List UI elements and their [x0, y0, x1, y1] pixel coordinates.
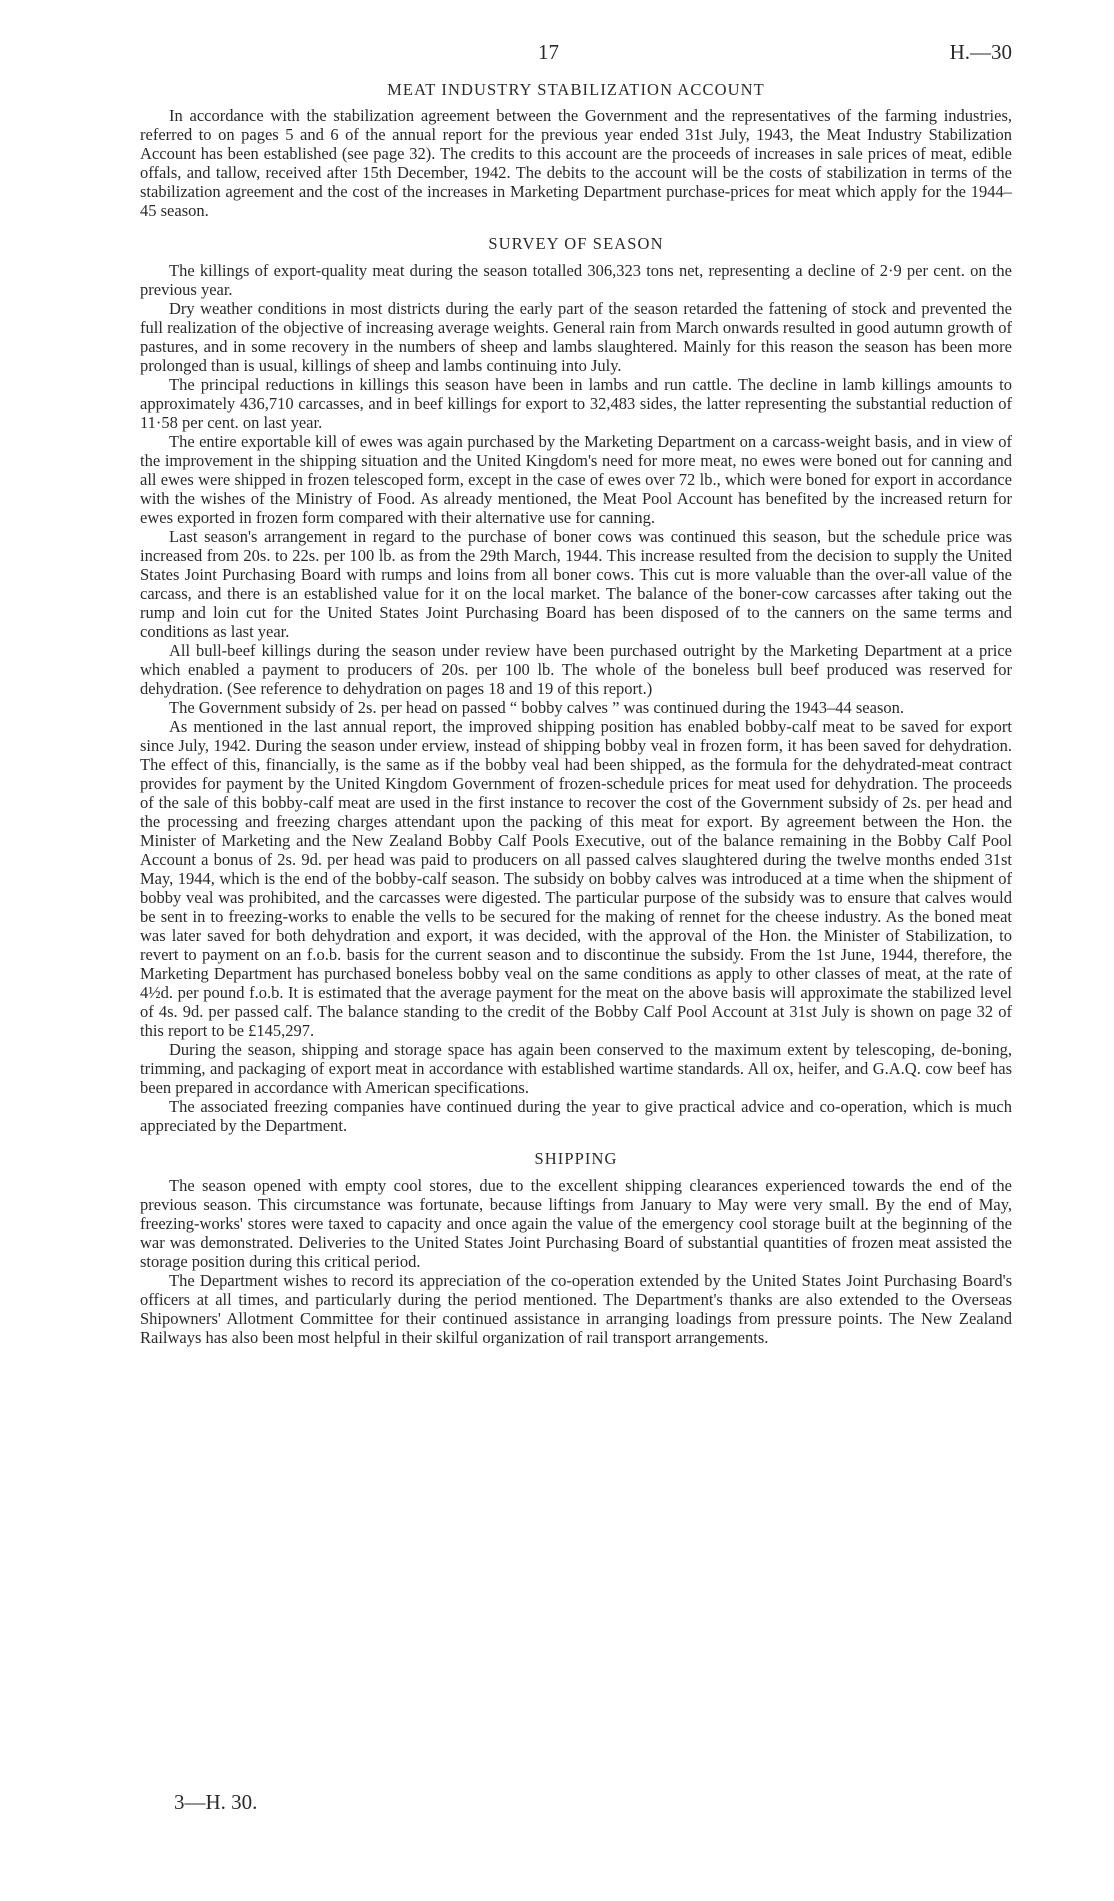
paragraph: The Department wishes to record its appreciation of the co-operation extended by the United States Joint Purchasing Board's officers at all times, and particularly during the period mentioned. The Department's thanks are also extended to the Overseas Shipowners' Allotment Committee for their continued assistance in arranging loadings from pressure points. The New Zealand Railways has also been most helpful in their skilful organization of rail transport arrangements. [140, 1271, 1012, 1347]
document-code: H.—30 [949, 40, 1012, 64]
page-number: 17 [538, 40, 559, 64]
running-header [140, 40, 1012, 80]
paragraph: The associated freezing companies have continued during the year to give practical advice and co-operation, which is much appreciated by the Department. [140, 1097, 1012, 1135]
paragraph: Dry weather conditions in most districts during the early part of the season retarded the fattening of stock and prevented the full realization of the objective of increasing average weights. General rain from March onwards resulted in good autumn growth of pastures, and in some recovery in the numbers of sheep and lambs slaughtered. Mainly for this reason the season has been more prolonged than is usual, killings of sheep and lambs continuing into July. [140, 299, 1012, 375]
section-shipping [140, 1149, 1012, 1347]
section-heading: MEAT INDUSTRY STABILIZATION ACCOUNT [387, 80, 765, 99]
paragraph: Last season's arrangement in regard to the purchase of boner cows was continued this season, but the schedule price was increased from 20s. to 22s. per 100 lb. as from the 29th March, 1944. This increase resulted from the decision to supply the United States Joint Purchasing Board with rumps and loins from all boner cows. This cut is more valuable than the over-all value of the carcass, and there is an established value for it on the local market. The balance of the boner-cow carcasses after taking out the rump and loin cut for the United States Joint Purchasing Board has been disposed of to the canners on the same terms and conditions as last year. [140, 527, 1012, 641]
paragraph: In accordance with the stabilization agreement between the Government and the representatives of the farming industries, referred to on pages 5 and 6 of the annual report for the previous year ended 31st July, 1943, the Meat Industry Stabilization Account has been established (see page 32). The credits to this account are the proceeds of increases in sale prices of meat, edible offals, and tallow, received after 15th December, 1942. The debits to the account will be the costs of stabilization in terms of the stabilization agreement and the cost of the increases in Marketing Department purchase-prices for meat which apply for the 1944–45 season. [140, 106, 1012, 220]
paragraph: The killings of export-quality meat during the season totalled 306,323 tons net, representing a decline of 2·9 per cent. on the previous year. [140, 261, 1012, 299]
paragraph: The Government subsidy of 2s. per head on passed “ bobby calves ” was continued during the 1943–44 season. [169, 698, 904, 717]
section-survey-of-season [140, 234, 1012, 1135]
paragraph: All bull-beef killings during the season under review have been purchased outright by the Marketing Department at a price which enabled a payment to producers of 20s. per 100 lb. The whole of the boneless bull beef produced was reserved for dehydration. (See reference to dehydration on pages 18 and 19 of this report.) [140, 641, 1012, 698]
paragraph: The entire exportable kill of ewes was again purchased by the Marketing Department on a carcass-weight basis, and in view of the improvement in the shipping situation and the United Kingdom's need for more meat, no ewes were boned out for canning and all ewes were shipped in frozen telescoped form, except in the case of ewes over 72 lb., which were boned for export in accordance with the wishes of the Ministry of Food. As already mentioned, the Meat Pool Account has benefited by the increased return for ewes exported in frozen form compared with their alternative use for canning. [140, 432, 1012, 527]
paragraph: During the season, shipping and storage space has again been conserved to the maximum extent by telescoping, de-boning, trimming, and packaging of export meat in accordance with established wartime standards. All ox, heifer, and G.A.Q. cow beef has been prepared in accordance with American specifications. [140, 1040, 1012, 1097]
section-heading: SURVEY OF SEASON [488, 234, 664, 253]
signature-mark: 3—H. 30. [174, 1790, 258, 1814]
section-meat-industry-stabilization [140, 80, 1012, 220]
section-heading: SHIPPING [534, 1149, 618, 1168]
paragraph: As mentioned in the last annual report, the improved shipping position has enabled bobby-calf meat to be saved for export since July, 1942. During the season under erview, instead of shipping bobby veal in frozen form, it has been saved for dehydration. The effect of this, financially, is the same as if the bobby veal had been shipped, as the formula for the dehydrated-meat contract provides for payment by the United Kingdom Government of frozen-schedule prices for meat used for dehydration. The proceeds of the sale of this bobby-calf meat are used in the first instance to recover the cost of the Government subsidy of 2s. per head and the processing and freezing charges attendant upon the packing of this meat for export. By agreement between the Hon. the Minister of Marketing and the New Zealand Bobby Calf Pools Executive, out of the balance remaining in the Bobby Calf Pool Account a bonus of 2s. 9d. per head was paid to producers on all passed calves slaughtered during the twelve months ended 31st May, 1944, which is the end of the bobby-calf season. The subsidy on bobby calves was introduced at a time when the shipment of bobby veal was prohibited, and the carcasses were digested. The particular purpose of the subsidy was to ensure that calves would be sent in to freezing-works to enable the vells to be secured for the making of rennet for the cheese industry. As the boned meat was later saved for both dehydration and export, it was decided, with the approval of the Hon. the Minister of Stabilization, to revert to payment on an f.o.b. basis for the current season and to discontinue the subsidy. From the 1st June, 1944, therefore, the Marketing Department has purchased boneless bobby veal on the same conditions as apply to other classes of meat, at the rate of 4½d. per pound f.o.b. It is estimated that the average payment for the meat on the above basis will approximate the stabilized level of 4s. 9d. per passed calf. The balance standing to the credit of the Bobby Calf Pool Account at 31st July is shown on page 32 of this report to be £145,297. [140, 717, 1012, 1040]
paragraph: The season opened with empty cool stores, due to the excellent shipping clearances experienced towards the end of the previous season. This circumstance was fortunate, because liftings from January to May were very small. By the end of May, freezing-works' stores were taxed to capacity and once again the value of the emergency cool storage built at the beginning of the war was demonstrated. Deliveries to the United States Joint Purchasing Board of substantial quantities of frozen meat assisted the storage position during this critical period. [140, 1176, 1012, 1271]
paragraph: The principal reductions in killings this season have been in lambs and run cattle. The decline in lamb killings amounts to approximately 436,710 carcasses, and in beef killings for export to 32,483 sides, the latter representing the substantial reduction of 11·58 per cent. on last year. [140, 375, 1012, 432]
